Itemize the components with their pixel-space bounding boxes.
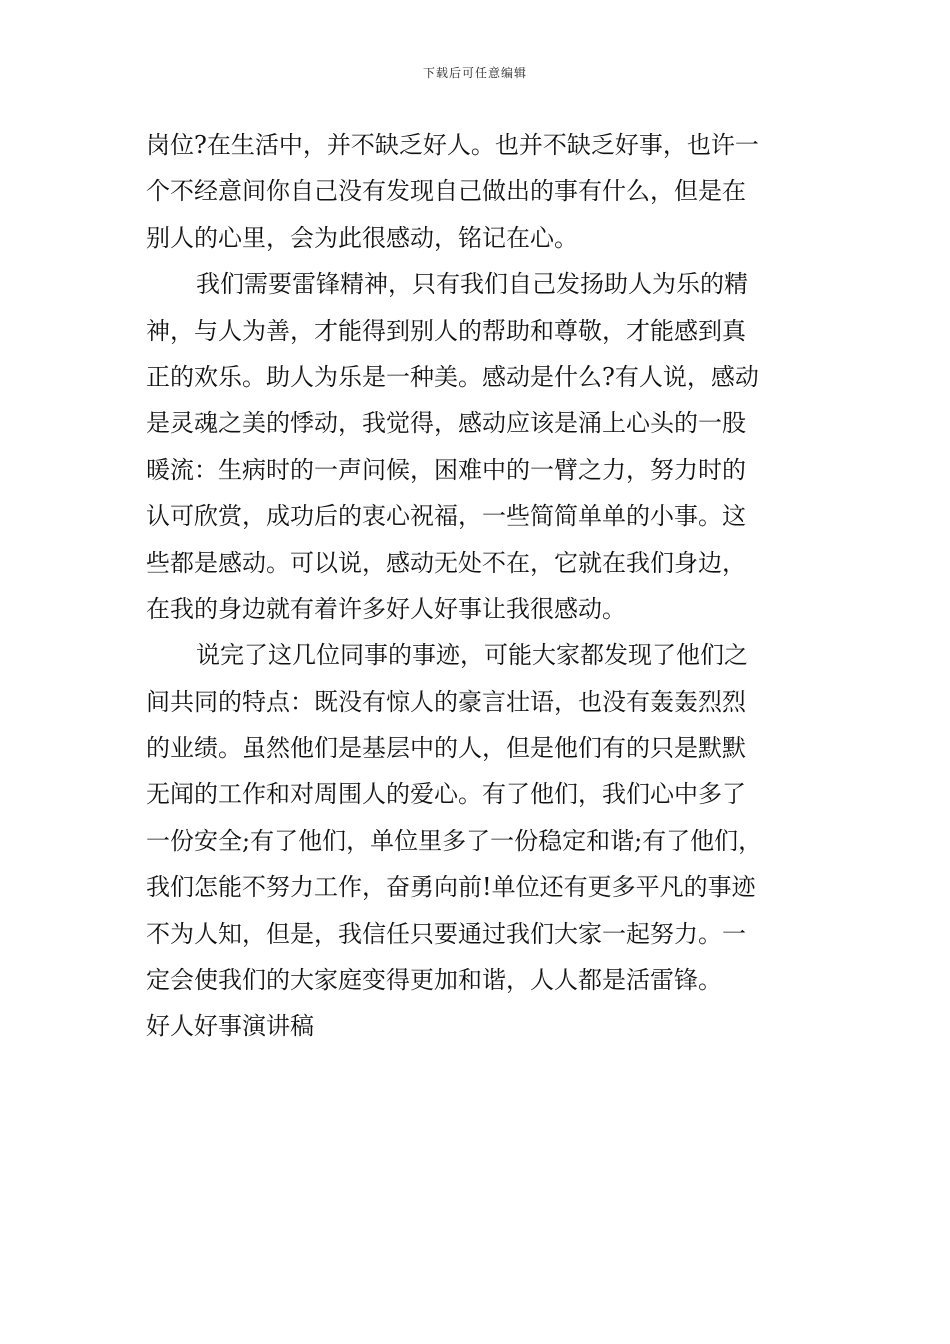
text-line: 一份安全;有了他们，单位里多了一份稳定和谐;有了他们， [146,826,763,855]
text-line: 说完了这几位同事的事迹，可能大家都发现了他们之 [196,641,748,670]
text-line: 正的欢乐。助人为乐是一种美。感动是什么?有人说，感动 [146,362,759,391]
text-line: 无闻的工作和对周围人的爱心。有了他们，我们心中多了 [146,780,746,809]
text-line: 定会使我们的大家庭变得更加和谐，人人都是活雷锋。 [146,966,722,995]
text-line: 我们怎能不努力工作，奋勇向前!单位还有更多平凡的事迹 [146,873,756,902]
text-line: 个不经意间你自己没有发现自己做出的事有什么，但是在 [146,177,746,206]
text-line: 些都是感动。可以说，感动无处不在，它就在我们身边， [146,548,746,577]
page-header: 下载后可任意编辑 [422,66,527,80]
text-line: 认可欣赏，成功后的衷心祝福，一些简简单单的小事。这 [146,502,746,531]
text-line: 的业绩。虽然他们是基层中的人，但是他们有的只是默默 [146,734,746,763]
text-line: 在我的身边就有着许多好人好事让我很感动。 [146,594,626,623]
text-line: 不为人知，但是，我信任只要通过我们大家一起努力。一 [146,919,746,948]
paragraph-3 [146,632,810,1003]
paragraph-1 [146,122,810,261]
document-title: 好人好事演讲稿 [146,1012,314,1041]
text-line: 神，与人为善，才能得到别人的帮助和尊敬，才能感到真 [146,316,746,345]
text-line: 是灵魂之美的悸动，我觉得，感动应该是涌上心头的一股 [146,409,746,438]
text-line: 别人的心里，会为此很感动，铭记在心。 [146,223,578,252]
text-line: 暖流：生病时的一声问候，困难中的一臂之力，努力时的 [146,455,746,484]
text-line: 我们需要雷锋精神，只有我们自己发扬助人为乐的精 [196,270,748,299]
document-body [146,122,810,1050]
text-line: 间共同的特点：既没有惊人的豪言壮语，也没有轰轰烈烈 [146,687,746,716]
text-line: 岗位?在生活中，并不缺乏好人。也并不缺乏好事，也许一 [146,131,759,159]
paragraph-2 [146,261,810,632]
